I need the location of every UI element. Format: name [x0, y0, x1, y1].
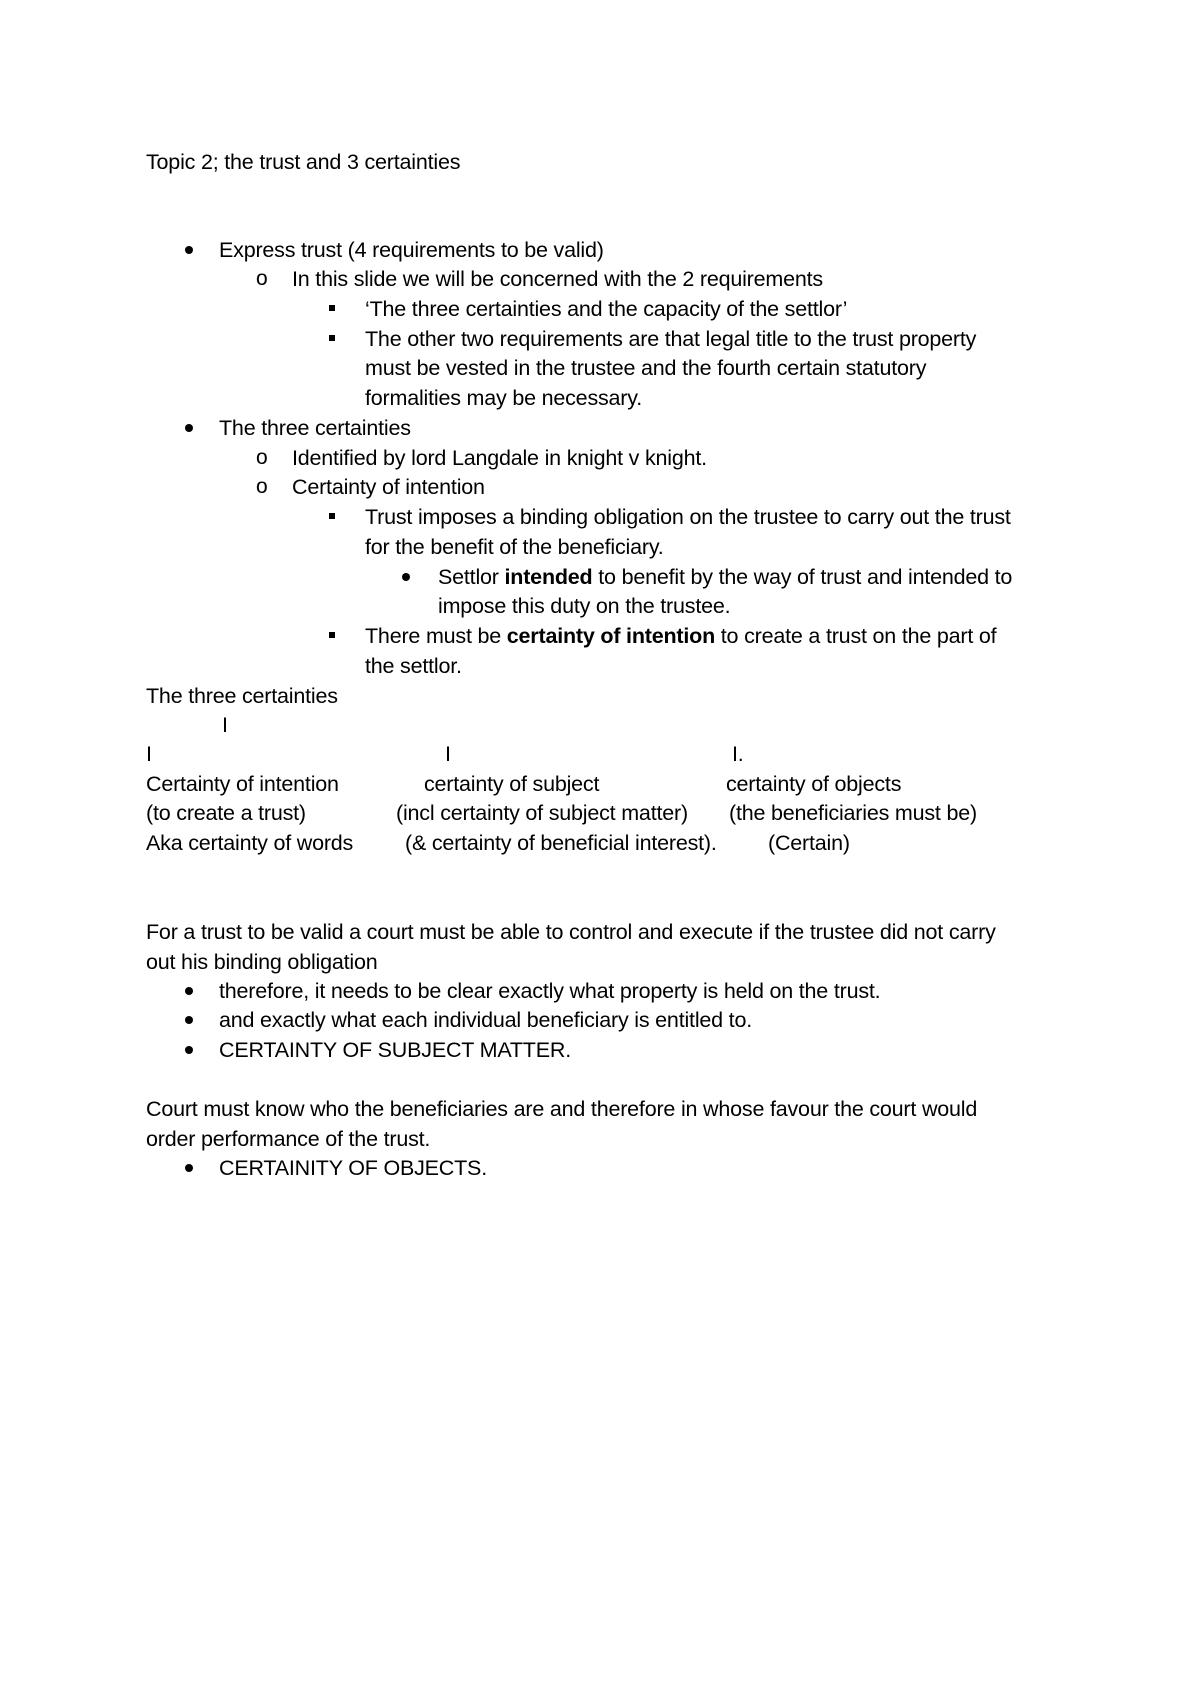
- circle-bullet: o: [256, 446, 268, 469]
- diagram-bar-left: I: [146, 742, 152, 766]
- binding-line-1: Trust imposes a binding obligation on the trustee to carry out the trust: [365, 505, 1011, 529]
- settlor-line-1: [438, 563, 1012, 591]
- para2-line-1: Court must know who the beneficiaries are and therefore in whose favour the court would: [146, 1097, 978, 1121]
- bullet-dot: [185, 1016, 193, 1024]
- concerned-text: In this slide we will be concerned with the 2 requirements: [292, 267, 823, 291]
- bullet-dot: [185, 424, 193, 432]
- diagram-top-bar: I: [222, 713, 228, 737]
- must-text: There must be: [365, 624, 507, 648]
- diagram-bar-right: I.: [732, 742, 744, 766]
- col1-line-3: Aka certainty of words: [146, 831, 354, 855]
- bullet-dot: [185, 987, 193, 995]
- bullet-dot: [402, 573, 410, 581]
- bullet-dot: [185, 1164, 193, 1172]
- square-bullet: [329, 335, 335, 341]
- must-line-2: the settlor.: [365, 654, 462, 678]
- three-certainties-text: The three certainties: [219, 416, 411, 440]
- para2-bullet-1: CERTAINITY OF OBJECTS.: [219, 1156, 487, 1180]
- certainty-intention-bold: certainty of intention: [506, 624, 716, 648]
- col3-line-1: certainty of objects: [726, 772, 902, 796]
- square-bullet: [329, 632, 335, 638]
- col1-line-1: Certainty of intention: [146, 772, 339, 796]
- bullet-dot: [185, 246, 193, 254]
- col2-line-2: (incl certainty of subject matter): [396, 801, 688, 825]
- para1-line-2: out his binding obligation: [146, 950, 378, 974]
- express-trust-text: Express trust (4 requirements to be valid): [219, 238, 604, 262]
- col1-line-2: (to create a trust): [146, 801, 306, 825]
- other-two-line-2: must be vested in the trustee and the fourth certain statutory: [365, 356, 927, 380]
- diagram-bar-mid: I: [445, 742, 451, 766]
- diagram-heading: The three certainties: [146, 684, 338, 708]
- certainty-intention-text: Certainty of intention: [292, 475, 485, 499]
- para1-bullet-3: CERTAINTY OF SUBJECT MATTER.: [219, 1038, 571, 1062]
- para2-line-2: order performance of the trust.: [146, 1127, 431, 1151]
- settlor-text: Settlor: [438, 565, 505, 589]
- circle-bullet: o: [256, 267, 268, 290]
- para1-line-1: For a trust to be valid a court must be able to control and execute if the trustee did not carry: [146, 920, 996, 944]
- other-two-line-1: The other two requirements are that legal title to the trust property: [365, 327, 977, 351]
- para1-bullet-2: and exactly what each individual beneficiary is entitled to.: [219, 1008, 752, 1032]
- circle-bullet: o: [256, 475, 268, 498]
- page-title: Topic 2; the trust and 3 certainties: [146, 150, 461, 174]
- must-line-1: [365, 622, 996, 650]
- settlor-line-2: impose this duty on the trustee.: [438, 594, 731, 618]
- col2-line-3: (& certainty of beneficial interest).: [405, 831, 717, 855]
- intended-bold: intended: [504, 565, 593, 589]
- square-bullet: [329, 305, 335, 311]
- col2-line-1: certainty of subject: [424, 772, 600, 796]
- square-bullet: [329, 513, 335, 519]
- other-two-line-3: formalities may be necessary.: [365, 386, 642, 410]
- para1-bullet-1: therefore, it needs to be clear exactly what property is held on the trust.: [219, 979, 881, 1003]
- three-and-capacity-text: ‘The three certainties and the capacity of the settlor’: [365, 297, 848, 321]
- must-text-rest: to create a trust on the part of: [715, 624, 997, 648]
- col3-line-2: (the beneficiaries must be): [729, 801, 977, 825]
- settlor-text-rest: to benefit by the way of trust and intended to: [592, 565, 1013, 589]
- identified-text: Identified by lord Langdale in knight v knight.: [292, 446, 707, 470]
- binding-line-2: for the benefit of the beneficiary.: [365, 535, 664, 559]
- col3-line-3: (Certain): [768, 831, 850, 855]
- bullet-dot: [185, 1046, 193, 1054]
